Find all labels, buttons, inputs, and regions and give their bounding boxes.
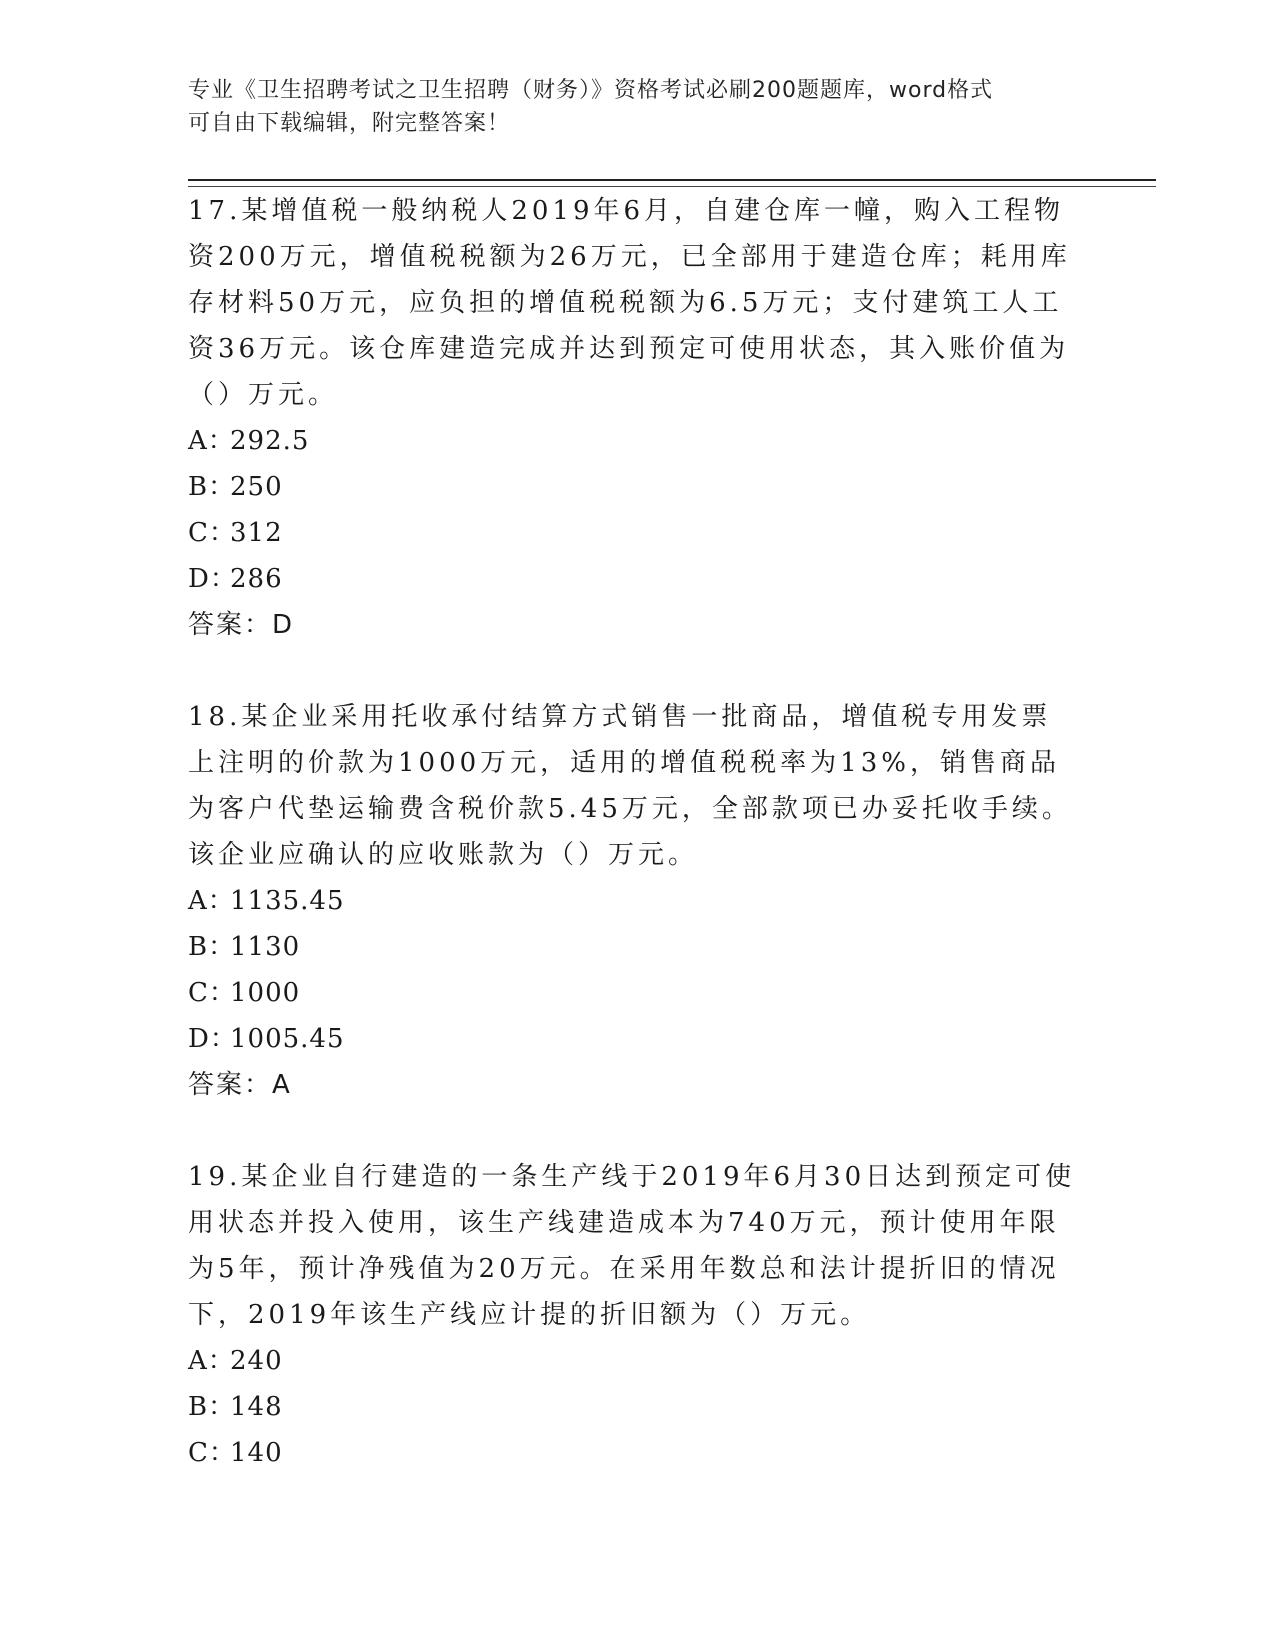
header-rule-thin [188, 186, 1156, 187]
question-17 [188, 188, 1078, 648]
option-d [188, 1016, 1078, 1062]
option-d [188, 556, 1078, 602]
option-a [188, 1338, 1078, 1384]
question-18 [188, 694, 1078, 1108]
option-value: 312 [230, 518, 283, 548]
option-label: A： [188, 1346, 235, 1376]
option-label: D： [188, 1024, 237, 1054]
question-text: 19.某企业自行建造的一条生产线于2019年6月30日达到预定可使用状态并投入使用，该生产线建造成本为740万元，预计使用年限为5年，预计净残值为20万元。在采用年数总和法计提折旧的情况下，2019年该生产线应计提的折旧额为（）万元。 [188, 1162, 1076, 1330]
option-label: B： [188, 1392, 236, 1422]
question-list [188, 188, 1078, 1476]
option-value: 140 [230, 1438, 283, 1468]
option-value: 240 [230, 1346, 283, 1376]
option-value: 1135.45 [230, 886, 345, 916]
option-value: 1005.45 [230, 1024, 345, 1054]
option-value: 250 [230, 472, 283, 502]
option-label: C： [188, 518, 236, 548]
option-label: C： [188, 1438, 236, 1468]
option-label: A： [188, 886, 235, 916]
option-value: 286 [230, 564, 283, 594]
option-b [188, 464, 1078, 510]
question-gap [188, 1108, 1078, 1154]
question-text: 18.某企业采用托收承付结算方式销售一批商品，增值税专用发票上注明的价款为1000万元，适用的增值税税率为13%，销售商品为客户代垫运输费含税价款5.45万元，全部款项已办妥托收手续。该企业应确认的应收账款为（）万元。 [188, 702, 1072, 870]
option-label: D： [188, 564, 237, 594]
option-b [188, 924, 1078, 970]
header-line-2: 可自由下载编辑，附完整答案！ [188, 111, 511, 136]
option-label: B： [188, 472, 236, 502]
option-b [188, 1384, 1078, 1430]
document-header [188, 74, 1088, 140]
option-value: 148 [230, 1392, 283, 1422]
option-value: 1000 [230, 978, 301, 1008]
option-a [188, 418, 1078, 464]
option-label: A： [188, 426, 235, 456]
option-c [188, 1430, 1078, 1476]
option-c [188, 970, 1078, 1016]
answer: 答案：A [188, 1070, 292, 1100]
option-label: B： [188, 932, 236, 962]
option-a [188, 878, 1078, 924]
option-value: 1130 [230, 932, 301, 962]
option-c [188, 510, 1078, 556]
question-gap [188, 648, 1078, 694]
option-value: 292.5 [230, 426, 310, 456]
header-line-1: 专业《卫生招聘考试之卫生招聘（财务）》资格考试必刷200题题库，word格式 [188, 78, 994, 103]
question-text: 17.某增值税一般纳税人2019年6月，自建仓库一幢，购入工程物资200万元，增值税税额为26万元，已全部用于建造仓库；耗用库存材料50万元，应负担的增值税税额为6.5万元；支付建筑工人工资36万元。该仓库建造完成并达到预定可使用状态，其入账价值为（）万元。 [188, 196, 1071, 410]
question-19 [188, 1154, 1078, 1476]
option-label: C： [188, 978, 236, 1008]
answer: 答案：D [188, 610, 295, 640]
header-rule-thick [188, 179, 1156, 181]
